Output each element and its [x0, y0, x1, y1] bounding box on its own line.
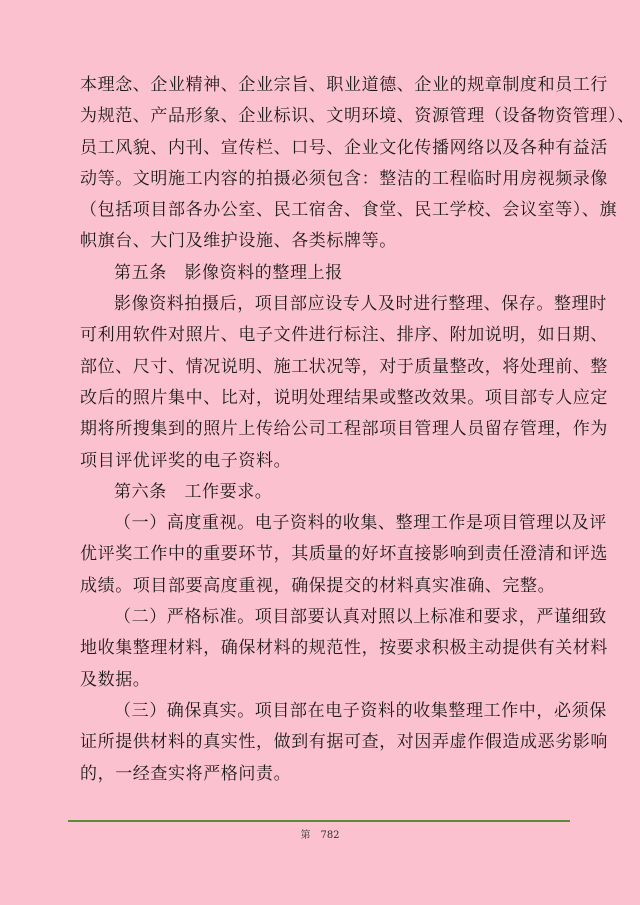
text-line: 及数据。	[80, 669, 151, 690]
text-line: 部位、尺寸、情况说明、施工状况等，对于质量整改，将处理前、整	[80, 356, 608, 377]
paragraph-first-line: 影像资料拍摄后，项目部应设专人及时进行整理、保存。整理时	[114, 294, 607, 315]
text-line: 优评奖工作中的重要环节，其质量的好坏直接影响到责任澄清和评选	[80, 544, 608, 565]
article-heading-6: 第六条 工作要求。	[114, 481, 273, 502]
text-line: 帜旗台、大门及维护设施、各类标牌等。	[80, 231, 397, 252]
text-line: 项目评优评奖的电子资料。	[80, 450, 292, 471]
document-body	[80, 70, 635, 790]
page-number: 第 782	[300, 830, 340, 841]
text-line: 为规范、产品形象、企业标识、文明环境、资源管理（设备物资管理）、	[80, 106, 635, 127]
article-heading-5: 第五条 影像资料的整理上报	[114, 262, 343, 283]
text-line: 可利用软件对照片、电子文件进行标注、排序、附加说明，如日期、	[80, 325, 608, 346]
footer-divider	[68, 820, 570, 822]
text-line: 的，一经查实将严格问责。	[80, 763, 292, 784]
text-line: 动等。文明施工内容的拍摄必须包含：整洁的工程临时用房视频录像	[80, 168, 608, 189]
text-line: 成绩。项目部要高度重视，确保提交的材料真实准确、完整。	[80, 575, 556, 596]
text-line: 员工风貌、内刊、宣传栏、口号、企业文化传播网络以及各种有益活	[80, 137, 608, 158]
text-line: 地收集整理材料，确保材料的规范性，按要求积极主动提供有关材料	[80, 638, 608, 659]
text-line: 改后的照片集中、比对，说明处理结果或整改效果。项目部专人应定	[80, 387, 608, 408]
text-line: 本理念、企业精神、企业宗旨、职业道德、企业的规章制度和员工行	[80, 75, 608, 95]
text-line: 期将所搜集到的照片上传给公司工程部项目管理人员留存管理，作为	[80, 419, 608, 440]
paragraph-first-line: （二）严格标准。项目部要认真对照以上标准和要求，严谨细致	[114, 607, 607, 628]
paragraph-first-line: （三）确保真实。项目部在电子资料的收集整理工作中，必须保	[114, 700, 607, 721]
text-line: 证所提供材料的真实性，做到有据可查，对因弄虚作假造成恶劣影响	[80, 732, 608, 753]
text-line: （包括项目部各办公室、民工宿舍、食堂、民工学校、会议室等）、旗	[80, 200, 618, 221]
paragraph-first-line: （一）高度重视。电子资料的收集、整理工作是项目管理以及评	[114, 513, 607, 534]
